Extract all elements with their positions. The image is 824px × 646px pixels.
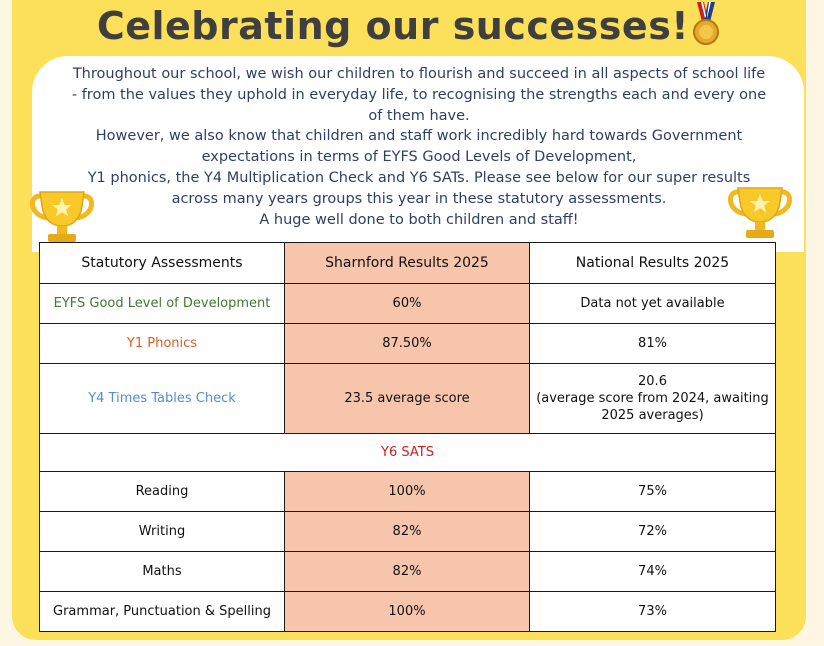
table-row xyxy=(40,284,776,324)
sats-subject: Reading xyxy=(40,472,285,512)
assessment-name: EYFS Good Level of Development xyxy=(40,284,285,324)
assessment-name: Y4 Times Tables Check xyxy=(40,364,285,434)
intro-line: Throughout our school, we wish our children to flourish and succeed in all aspects of school life xyxy=(72,66,766,82)
sats-heading: Y6 SATS xyxy=(40,434,776,472)
results-table xyxy=(39,242,776,632)
national-result: 81% xyxy=(530,324,776,364)
national-result xyxy=(530,364,776,434)
national-result-line: (average score from 2024, awaiting xyxy=(536,391,769,406)
intro-panel xyxy=(32,56,804,252)
school-result: 60% xyxy=(285,284,530,324)
table-row xyxy=(40,512,776,552)
sats-subject: Writing xyxy=(40,512,285,552)
national-result: Data not yet available xyxy=(530,284,776,324)
header-school-results: Sharnford Results 2025 xyxy=(285,243,530,284)
header-national-results: National Results 2025 xyxy=(530,243,776,284)
intro-line: expectations in terms of EYFS Good Levels of Development, xyxy=(201,149,637,166)
intro-line: Y1 phonics, the Y4 Multiplication Check and Y6 SATs. Please see below for our super results xyxy=(87,169,751,186)
national-result: 75% xyxy=(530,472,776,512)
school-result: 100% xyxy=(285,472,530,512)
intro-line: - from the values they uphold in everyday life, to recognising the strengths each and every one xyxy=(71,86,767,103)
school-result: 23.5 average score xyxy=(285,364,530,434)
sats-subject: Maths xyxy=(40,552,285,592)
national-result: 74% xyxy=(530,552,776,592)
table-row xyxy=(40,364,776,434)
school-result: 87.50% xyxy=(285,324,530,364)
school-result: 100% xyxy=(285,592,530,632)
intro-line: across many years groups this year in these statutory assessments. xyxy=(171,190,667,207)
table-row xyxy=(40,592,776,632)
sats-subject: Grammar, Punctuation & Spelling xyxy=(40,592,285,632)
table-row xyxy=(40,472,776,512)
national-result-line: 2025 averages) xyxy=(601,408,704,423)
medal-icon xyxy=(691,2,721,55)
table-header-row xyxy=(40,243,776,284)
trophy-icon xyxy=(26,190,98,249)
assessment-name: Y1 Phonics xyxy=(40,324,285,364)
intro-line: A huge well done to both children and staff! xyxy=(259,211,579,228)
sats-heading-row xyxy=(40,434,776,472)
school-result: 82% xyxy=(285,552,530,592)
intro-line: However, we also know that children and staff work incredibly hard towards Government xyxy=(95,128,743,145)
page-title xyxy=(12,2,806,55)
table-row xyxy=(40,324,776,364)
national-result: 73% xyxy=(530,592,776,632)
intro-line: of them have. xyxy=(368,107,470,124)
page-title-text: Celebrating our successes! xyxy=(96,4,690,48)
national-result-line: 20.6 xyxy=(638,374,667,389)
intro-text xyxy=(62,64,776,230)
header-assessments: Statutory Assessments xyxy=(40,243,285,284)
table-row xyxy=(40,552,776,592)
school-result: 82% xyxy=(285,512,530,552)
national-result: 72% xyxy=(530,512,776,552)
trophy-icon xyxy=(724,186,796,245)
